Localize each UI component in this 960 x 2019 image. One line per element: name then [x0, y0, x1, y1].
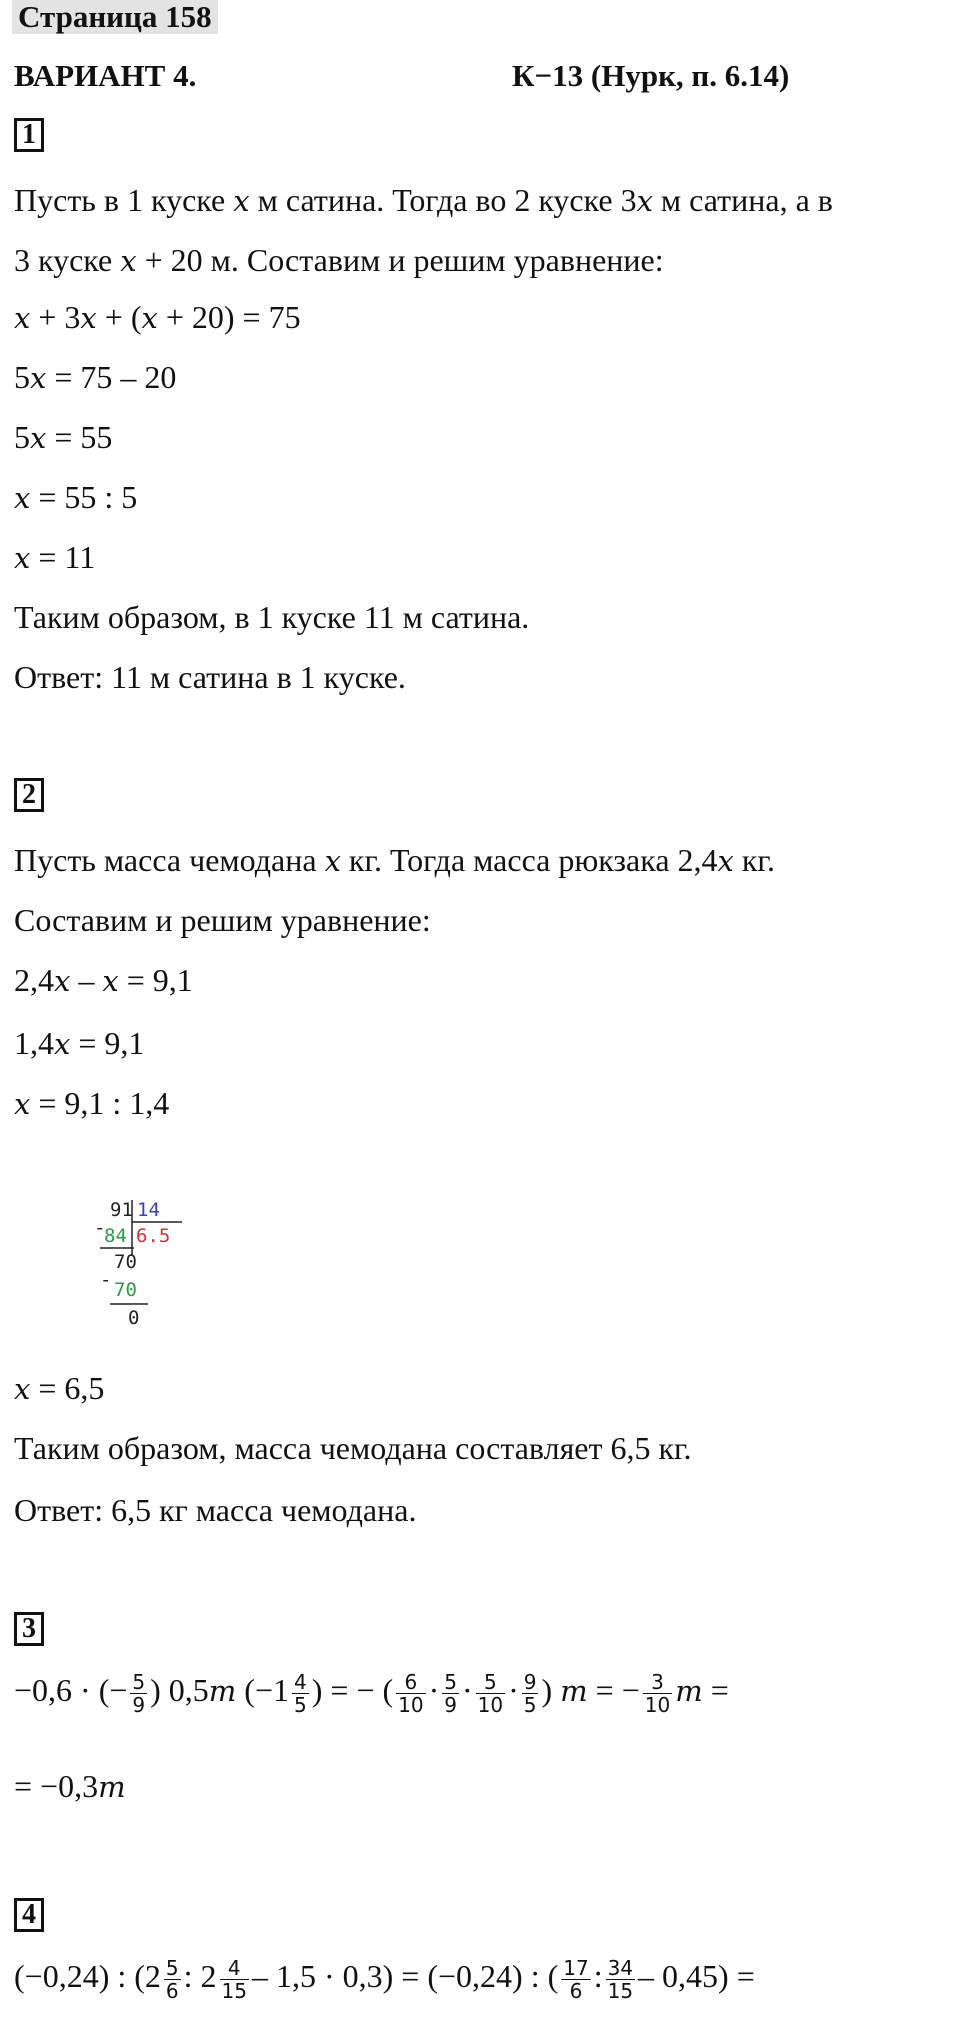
fraction: $\frac{5}{10}$ [477, 1670, 504, 1718]
fraction: $\frac{34}{15}$ [607, 1956, 634, 2004]
division-remainder-2: 0 [128, 1307, 140, 1329]
task1-equation-3: 5x = 55 [14, 419, 113, 455]
fraction: $\frac{4}{15}$ [221, 1956, 247, 2004]
task2-conclusion: Таким образом, масса чемодана составляет 6,5 кг. [14, 1430, 692, 1466]
task2-equation-1: 2,4x – x = 9,1 [14, 962, 193, 998]
task2-result: x = 6,5 [14, 1370, 105, 1406]
task-number-4: 4 [14, 1898, 44, 1932]
task2-answer: Ответ: 6,5 кг масса чемодана. [14, 1492, 417, 1528]
worksheet-code: К−13 (Нурк, п. 6.14) [512, 58, 790, 93]
task4-expression-line-1: (−0,24) : (2 $\frac{5}{6}$ : 2 $\frac{4}{15}$ – 1,5 · 0,3) = (−0,24) : ( $\frac{17}{6}$ : $\frac{34}{15}$ – 0,45) = [14, 1956, 755, 2004]
page-number-tag: Страница 158 [12, 0, 218, 34]
division-minus-2: - [100, 1269, 112, 1291]
division-divisor: 14 [137, 1199, 160, 1221]
task1-equation-5: x = 11 [14, 539, 96, 575]
fraction: $\frac{4}{5}$ [294, 1670, 307, 1718]
long-division-figure [90, 1198, 200, 1358]
fraction: $\frac{5}{9}$ [444, 1670, 457, 1718]
task1-equation-2: 5x = 75 – 20 [14, 359, 177, 395]
task-number-3: 3 [14, 1612, 44, 1646]
fraction: $\frac{6}{10}$ [398, 1670, 424, 1718]
task2-equation-3: x = 9,1 : 1,4 [14, 1085, 170, 1121]
task1-equation-4: x = 55 : 5 [14, 479, 138, 515]
fraction: $\frac{17}{6}$ [563, 1956, 589, 2004]
fraction: $\frac{3}{10}$ [644, 1670, 671, 1718]
task1-text-line-2: 3 куске x + 20 м. Составим и решим уравнение: [14, 242, 664, 278]
task2-text-line-2: Составим и решим уравнение: [14, 902, 431, 938]
task3-expression-line-1: −0,6 · (− $\frac{5}{9}$ ) 0,5m (−1 $\frac{4}{5}$ ) = − ( $\frac{6}{10}$ · $\frac{5}{9}$ · $\frac{5}{10}$ · $\frac{9}{5}$ ) m = − $\frac{3}{10}$ m = [14, 1670, 729, 1718]
fraction: $\frac{5}{9}$ [132, 1670, 146, 1718]
task1-conclusion: Таким образом, в 1 куске 11 м сатина. [14, 599, 530, 635]
task-number-2: 2 [14, 778, 44, 812]
division-minus-1: - [94, 1217, 106, 1239]
task-number-1: 1 [14, 118, 44, 152]
division-subtrahend-2: 70 [114, 1279, 137, 1301]
division-dividend: 91 [110, 1199, 133, 1221]
fraction: $\frac{9}{5}$ [523, 1670, 537, 1718]
division-remainder-1: 70 [114, 1251, 137, 1273]
fraction: $\frac{5}{6}$ [165, 1956, 179, 2004]
task1-equation-1: x + 3x + (x + 20) = 75 [14, 299, 301, 335]
variant-title: ВАРИАНТ 4. [14, 58, 197, 93]
task1-answer: Ответ: 11 м сатина в 1 куске. [14, 659, 406, 695]
task2-text-line-1: Пусть масса чемодана x кг. Тогда масса рюкзака 2,4x кг. [14, 842, 775, 878]
task2-equation-2: 1,4x = 9,1 [14, 1025, 145, 1061]
task3-expression-line-2: = −0,3m [14, 1768, 126, 1804]
division-quotient: 6.5 [136, 1225, 171, 1247]
task1-text-line-1: Пусть в 1 куске x м сатина. Тогда во 2 куске 3x м сатина, а в [14, 182, 833, 218]
division-subtrahend-1: 84 [104, 1225, 127, 1247]
